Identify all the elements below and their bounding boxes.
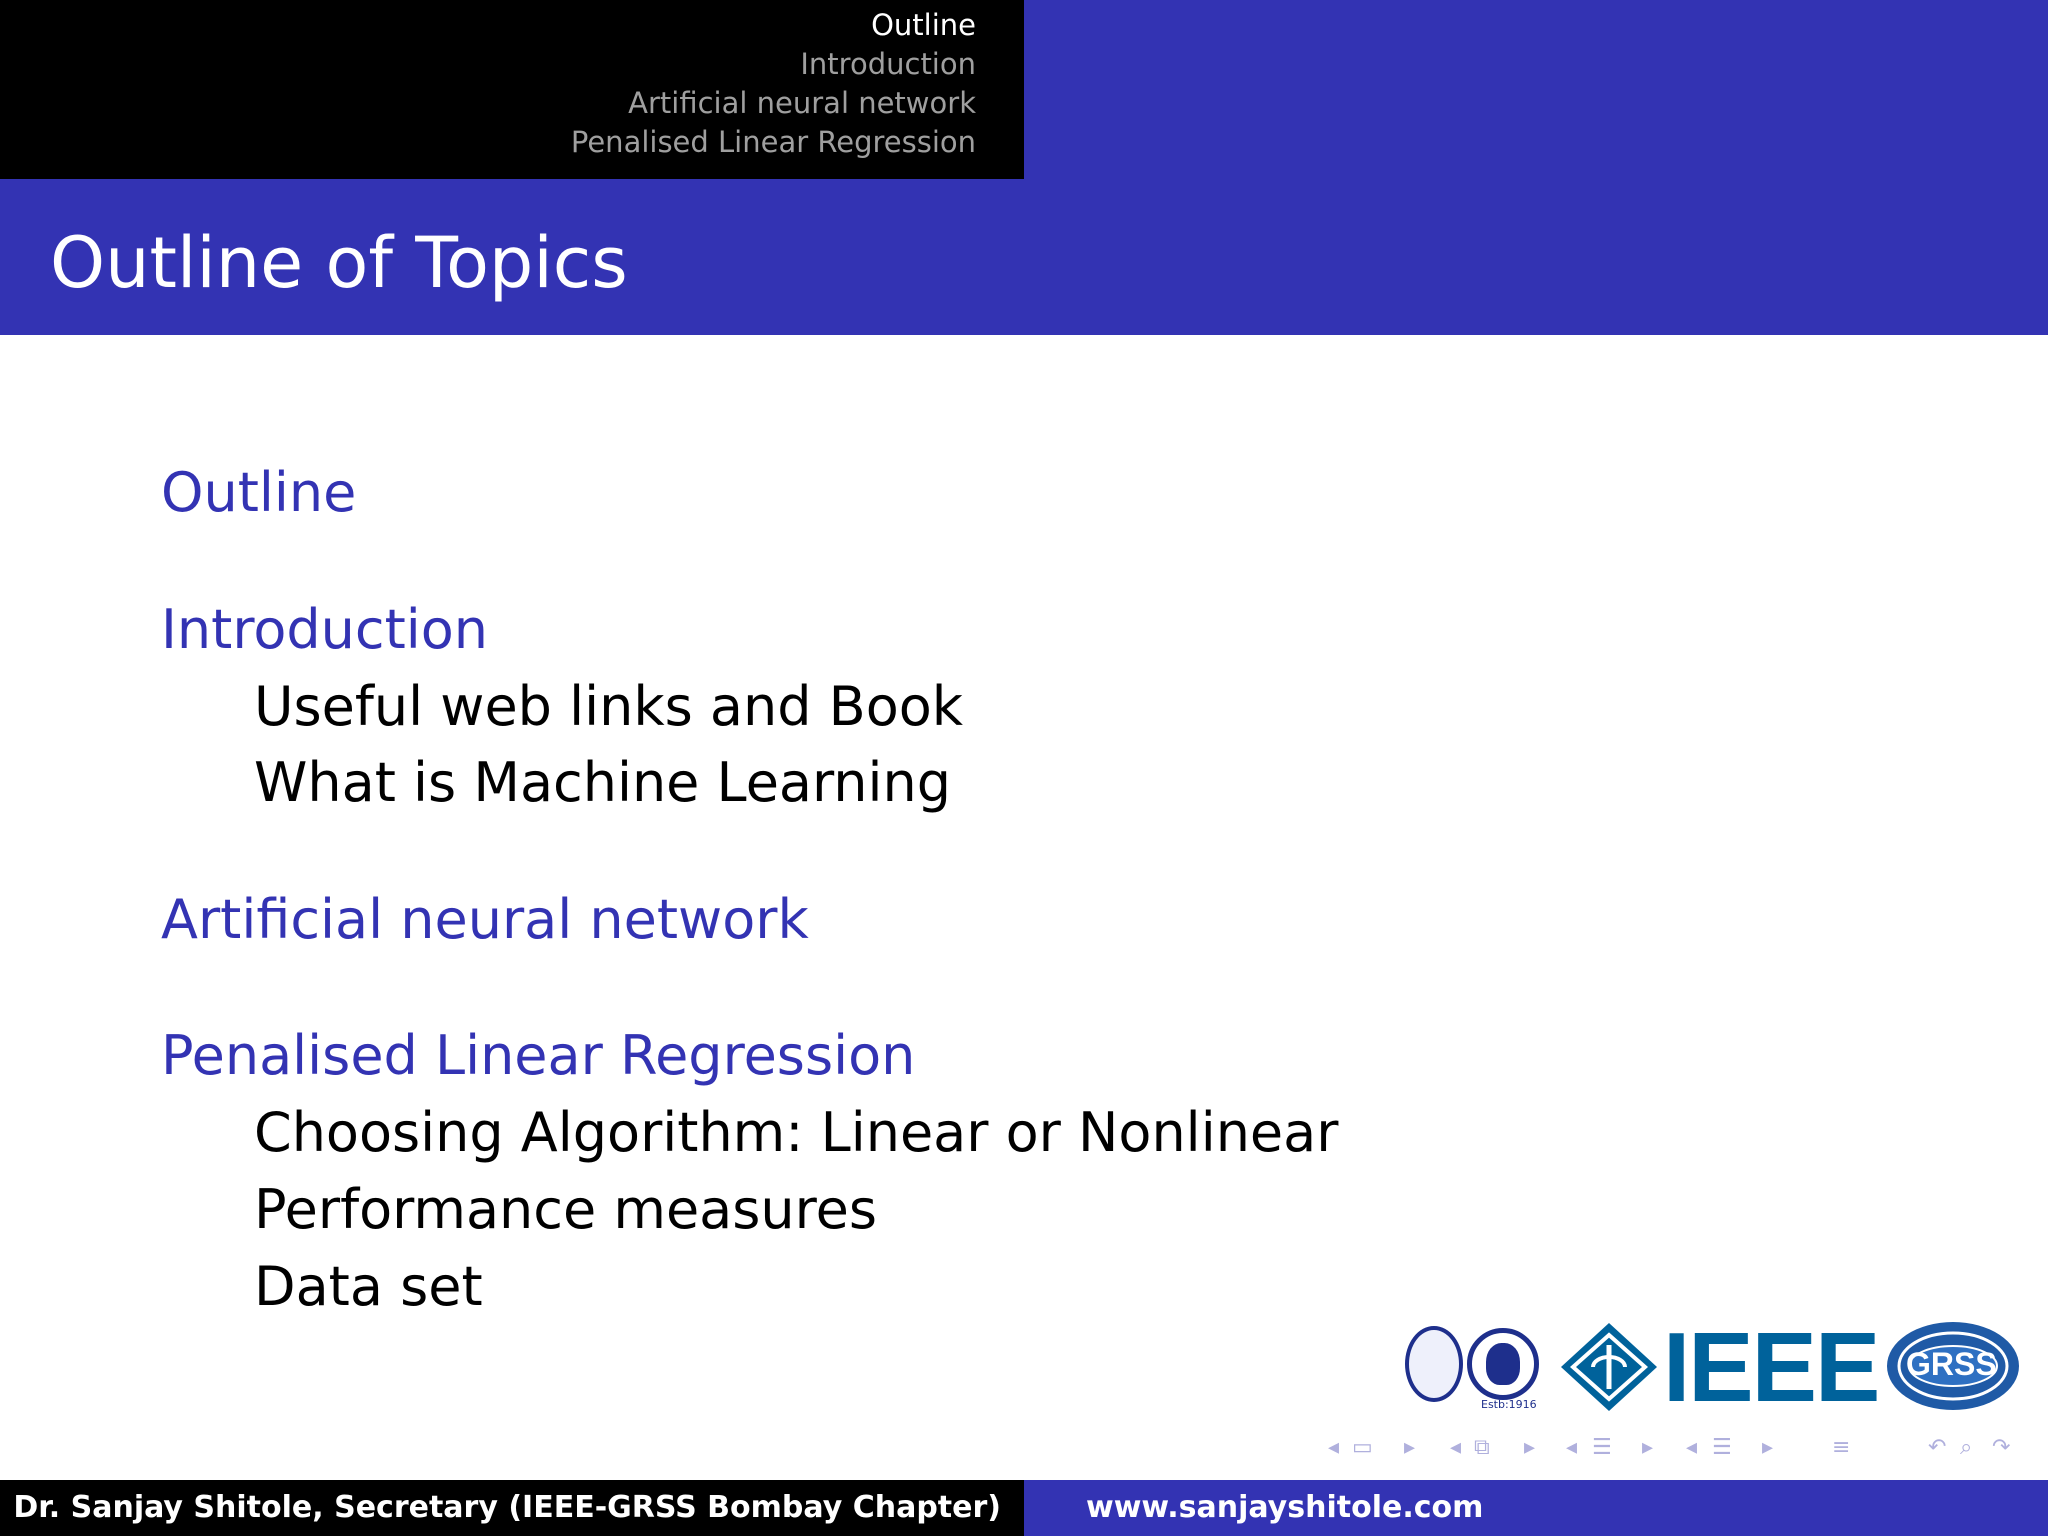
toc-subsection-data-set[interactable]: Data set	[254, 1255, 483, 1318]
toc-section-penalised-linear-regression[interactable]: Penalised Linear Regression	[161, 1024, 916, 1087]
footer-left-panel	[0, 1480, 1024, 1536]
nav-outline-icon[interactable]: ≡	[1832, 1435, 1851, 1460]
nav-doc-next-icon[interactable]: ▸	[1762, 1435, 1774, 1460]
footer-author: Dr. Sanjay Shitole, Secretary (IEEE-GRSS Bombay Chapter)	[13, 1490, 1001, 1525]
sndt-university-logo	[1467, 1328, 1539, 1400]
toc-section-outline[interactable]: Outline	[161, 461, 357, 524]
nav-section-prev-icon[interactable]: ◂	[1566, 1435, 1578, 1460]
toc-subsection-what-is-machine-learning[interactable]: What is Machine Learning	[254, 751, 951, 814]
toc-section-artificial-neural-network[interactable]: Artificial neural network	[161, 888, 809, 951]
toc-section-introduction[interactable]: Introduction	[161, 598, 489, 661]
nav-section-next-icon[interactable]: ▸	[1642, 1435, 1654, 1460]
nav-section-icon[interactable]: ☰	[1592, 1435, 1612, 1460]
nav-section-artificial-neural-network[interactable]: Artificial neural network	[628, 86, 976, 120]
nav-forward-icon[interactable]: ↷	[1992, 1435, 2011, 1460]
ieee-wordmark: IEEE	[1663, 1312, 1879, 1422]
university-established-label: Estb:1916	[1481, 1398, 1537, 1411]
nav-section-penalised-linear-regression[interactable]: Penalised Linear Regression	[570, 125, 976, 159]
grss-wordmark: GRSS	[1906, 1346, 1997, 1382]
nav-back-icon[interactable]: ↶	[1928, 1435, 1947, 1460]
toc-subsection-useful-web-links[interactable]: Useful web links and Book	[254, 675, 964, 738]
toc-subsection-performance-measures[interactable]: Performance measures	[254, 1178, 878, 1241]
toc-subsection-choosing-algorithm[interactable]: Choosing Algorithm: Linear or Nonlinear	[254, 1101, 1339, 1164]
sponsor-logos	[1405, 1312, 2035, 1422]
footer-bar	[0, 1480, 2048, 1536]
university-seal-logo	[1405, 1326, 1463, 1402]
nav-subsection-icon[interactable]: ⧉	[1474, 1435, 1490, 1460]
nav-search-icon[interactable]: ⌕	[1960, 1435, 1973, 1460]
nav-frame-next-icon[interactable]: ▸	[1404, 1435, 1416, 1460]
frame-title: Outline of Topics	[50, 222, 628, 304]
footer-right-panel	[1024, 1480, 2048, 1536]
nav-doc-prev-icon[interactable]: ◂	[1686, 1435, 1698, 1460]
nav-section-introduction[interactable]: Introduction	[800, 47, 976, 81]
nav-section-outline[interactable]: Outline	[871, 8, 976, 42]
footer-website-link[interactable]: www.sanjayshitole.com	[1086, 1490, 1484, 1525]
beamer-navigation-symbols	[1320, 1432, 2040, 1464]
nav-frame-prev-icon[interactable]: ◂	[1328, 1435, 1340, 1460]
nav-subsection-next-icon[interactable]: ▸	[1524, 1435, 1536, 1460]
ieee-diamond-logo	[1557, 1321, 1661, 1413]
nav-frame-icon[interactable]: ▭	[1352, 1435, 1373, 1460]
nav-doc-icon[interactable]: ☰	[1712, 1435, 1732, 1460]
founder-portrait-icon	[1486, 1343, 1520, 1385]
nav-subsection-prev-icon[interactable]: ◂	[1450, 1435, 1462, 1460]
